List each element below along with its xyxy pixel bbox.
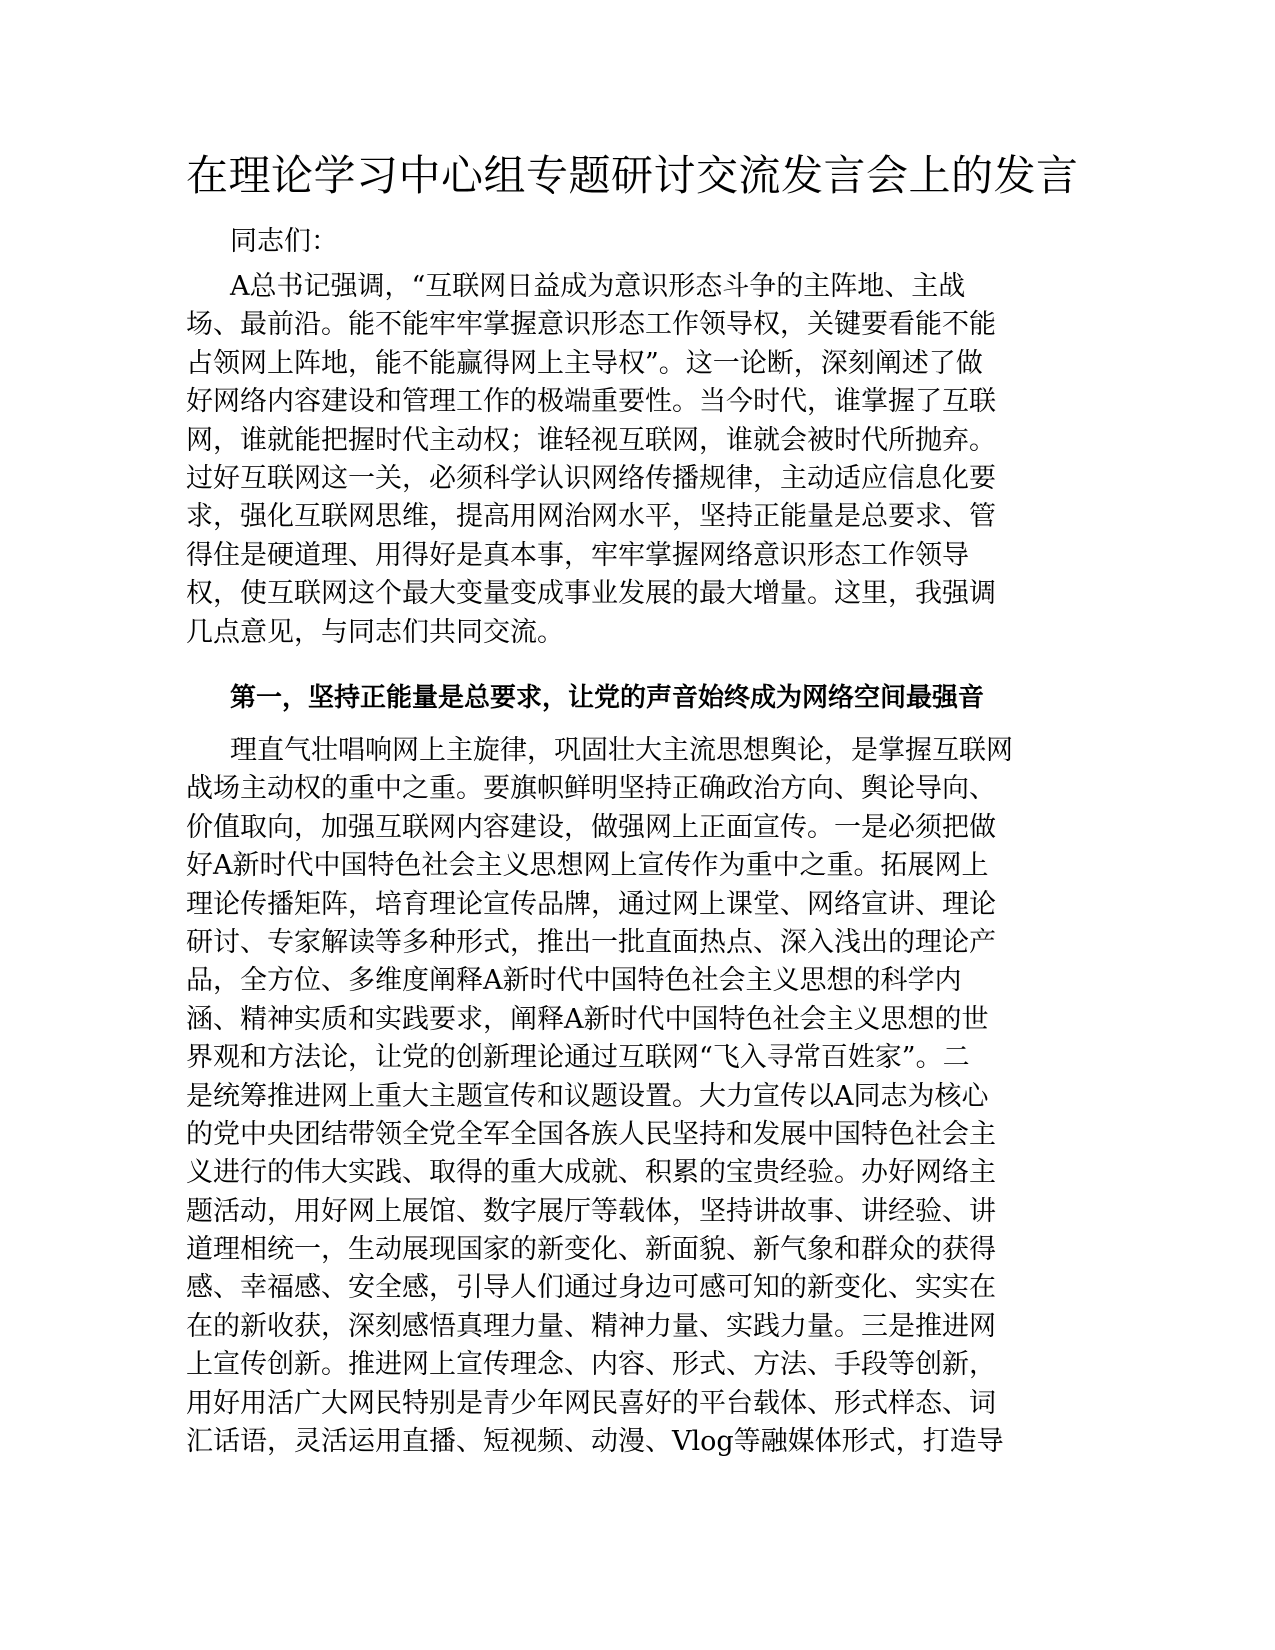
paragraph-line: 好网络内容建设和管理工作的极端重要性。当今时代，谁掌握了互联 <box>186 386 996 418</box>
paragraph-line: 研讨、专家解读等多种形式，推出一批直面热点、深入浅出的理论产 <box>186 926 996 958</box>
paragraph-line: 理直气壮唱响网上主旋律，巩固壮大主流思想舆论，是掌握互联网 <box>230 735 1013 766</box>
paragraph-line: 汇话语，灵活运用直播、短视频、动漫、Vlog等融媒体形式，打造导 <box>186 1426 1004 1458</box>
paragraph-line: 好A新时代中国特色社会主义思想网上宣传作为重中之重。拓展网上 <box>186 850 989 882</box>
paragraph-line: 上宣传创新。推进网上宣传理念、内容、形式、方法、手段等创新， <box>186 1349 996 1381</box>
paragraph-line: 网，谁就能把握时代主动权；谁轻视互联网，谁就会被时代所抛弃。 <box>186 424 996 456</box>
paragraph-line: 战场主动权的重中之重。要旗帜鲜明坚持正确政治方向、舆论导向、 <box>186 773 996 805</box>
paragraph-line: 道理相统一，生动展现国家的新变化、新面貌、新气象和群众的获得 <box>186 1234 996 1266</box>
paragraph-line: 过好互联网这一关，必须科学认识网络传播规律，主动适应信息化要 <box>186 462 996 494</box>
paragraph-line: 界观和方法论，让党的创新理论通过互联网“飞入寻常百姓家”。二 <box>186 1042 970 1074</box>
document-title: 在理论学习中心组专题研讨交流发言会上的发言 <box>186 151 1079 200</box>
paragraph-line: 感、幸福感、安全感，引导人们通过身边可感可知的新变化、实实在 <box>186 1272 996 1304</box>
paragraph-line: 占领网上阵地，能不能赢得网上主导权”。这一论断，深刻阐述了做 <box>186 347 983 379</box>
paragraph-line: A总书记强调，“互联网日益成为意识形态斗争的主阵地、主战 <box>230 271 966 302</box>
paragraph-line: 涵、精神实质和实践要求，阐释A新时代中国特色社会主义思想的世 <box>186 1003 989 1035</box>
paragraph-line: 的党中央团结带领全党全军全国各族人民坚持和发展中国特色社会主 <box>186 1118 996 1150</box>
paragraph-intro <box>186 268 1066 652</box>
paragraph-line: 价值取向，加强互联网内容建设，做强网上正面宣传。一是必须把做 <box>186 811 996 843</box>
paragraph-line: 用好用活广大网民特别是青少年网民喜好的平台载体、形式样态、词 <box>186 1387 996 1419</box>
paragraph-line: 在的新收获，深刻感悟真理力量、精神力量、实践力量。三是推进网 <box>186 1310 996 1342</box>
paragraph-line: 是统筹推进网上重大主题宣传和议题设置。大力宣传以A同志为核心 <box>186 1080 989 1112</box>
paragraph-line: 品，全方位、多维度阐释A新时代中国特色社会主义思想的科学内 <box>186 965 962 997</box>
section-heading-1: 第一，坚持正能量是总要求，让党的声音始终成为网络空间最强音 <box>230 683 985 713</box>
paragraph-line: 义进行的伟大实践、取得的重大成就、积累的宝贵经验。办好网络主 <box>186 1157 996 1189</box>
greeting: 同志们： <box>230 226 338 257</box>
paragraph-line: 题活动，用好网上展馆、数字展厅等载体，坚持讲故事、讲经验、讲 <box>186 1195 996 1227</box>
paragraph-line: 理论传播矩阵，培育理论宣传品牌，通过网上课堂、网络宣讲、理论 <box>186 888 996 920</box>
paragraph-line: 得住是硬道理、用得好是真本事，牢牢掌握网络意识形态工作领导 <box>186 539 969 571</box>
paragraph-line: 场、最前沿。能不能牢牢掌握意识形态工作领导权，关键要看能不能 <box>186 309 996 341</box>
paragraph-line: 求，强化互联网思维，提高用网治网水平，坚持正能量是总要求、管 <box>186 501 996 533</box>
paragraph-line: 几点意见，与同志们共同交流。 <box>186 616 564 648</box>
paragraph-section-1 <box>186 732 1066 1461</box>
paragraph-line: 权，使互联网这个最大变量变成事业发展的最大增量。这里，我强调 <box>186 578 996 610</box>
